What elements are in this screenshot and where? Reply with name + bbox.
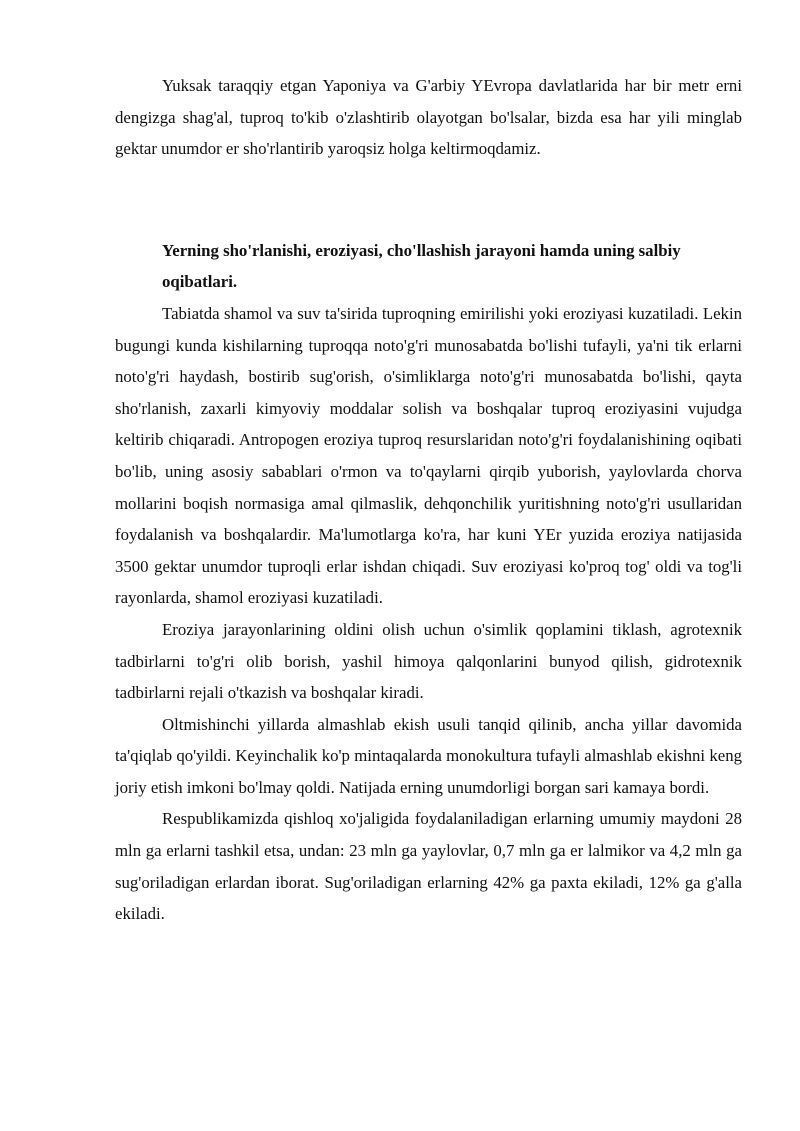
- paragraph-prevention: Eroziya jarayonlarining oldini olish uchun o'simlik qoplamini tiklash, agrotexnik tadbirlarni to'g'ri olib borish, yashil himoya qalqonlarini bunyod qilish, gidrotexnik tadbirlarni rejali o'tkazish va boshqalar kiradi.: [115, 619, 742, 703]
- section-spacer: [115, 165, 742, 235]
- document-page: [115, 70, 742, 930]
- paragraph-crop-rotation: Oltmishinchi yillarda almashlab ekish usuli tanqid qilinib, ancha yillar davomida ta'qiqlab qo'yildi. Keyinchalik ko'p mintaqalarda monokultura tufayli almashlab ekishni keng joriy etish imkoni bo'lmay qoldi. Natijada erning unumdorligi borgan sari kamaya bordi.: [115, 714, 742, 797]
- section-heading: Yerning sho'rlanishi, eroziyasi, cho'llashish jarayoni hamda uning salbiy oqibatlari.: [162, 240, 681, 292]
- paragraph-land-statistics: Respublikamizda qishloq xo'jaligida foydalaniladigan erlarning umumiy maydoni 28 mln ga erlarni tashkil etsa, undan: 23 mln ga yaylovlar, 0,7 mln ga er lalmikor va 4,2 mln ga sug'oriladigan erlardan iborat. Sug'oriladigan erlarning 42% ga paxta ekiladi, 12% ga g'alla ekiladi.: [115, 809, 742, 924]
- paragraph-erosion: Tabiatda shamol va suv ta'sirida tuproqning emirilishi yoki eroziyasi kuzatiladi. Lekin bugungi kunda kishilarning tuproqqa noto'g'ri munosabatda bo'lishi tufayli, ya'ni tik erlarni noto'g'ri haydash, bostirib sug'orish, o'simliklarga noto'g'ri munosabatda bo'lishi, qayta sho'rlanish, zaxarli kimyoviy moddalar solish va boshqalar tuproq eroziyasini vujudga keltirib chiqaradi. Antropogen eroziya tuproq resurslaridan noto'g'ri foydalanishining oqibati bo'lib, uning asosiy sabablari o'rmon va to'qaylarni qirqib yuborish, yaylovlarda chorva mollarini boqish normasiga amal qilmaslik, dehqonchilik yuritishning noto'g'ri usullaridan foydalanish va boshqalardir. Ma'lumotlarga ko'ra, har kuni YEr yuzida eroziya natijasida 3500 gektar unumdor tuproqli erlar ishdan chiqadi. Suv eroziyasi ko'proq tog' oldi va tog'li rayonlarda, shamol eroziyasi kuzatiladi.: [115, 303, 742, 608]
- paragraph-intro: Yuksak taraqqiy etgan Yaponiya va G'arbiy YEvropa davlatlarida har bir metr erni dengizga shag'al, tuproq to'kib o'zlashtirib olayotgan bo'lsalar, bizda esa har yili minglab gektar unumdor er sho'rlantirib yaroqsiz holga keltirmoqdamiz.: [115, 76, 742, 159]
